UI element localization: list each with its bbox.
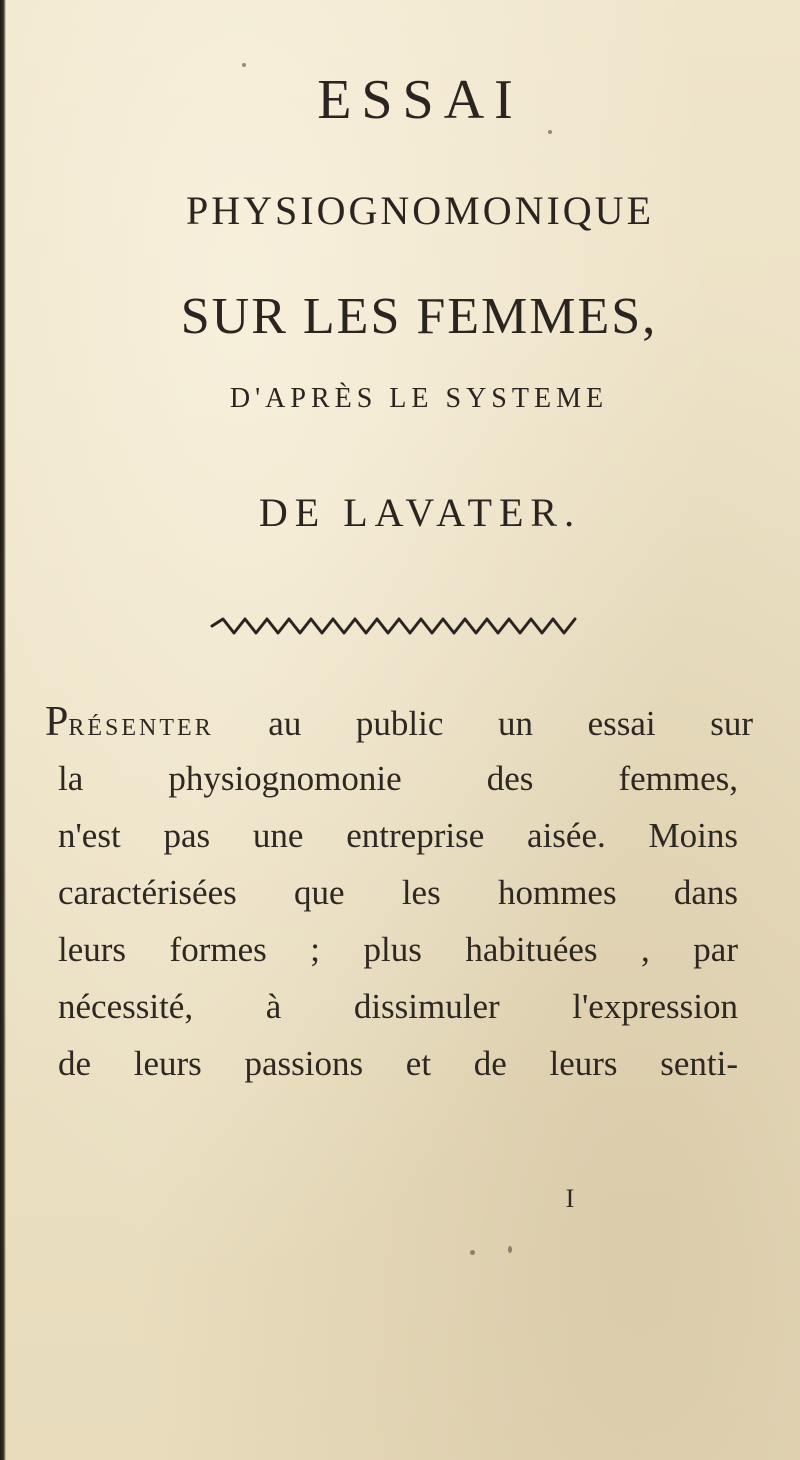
title-line-de-lavater: DE LAVATER. xyxy=(258,490,582,535)
paper-speck xyxy=(548,130,552,134)
paper-speck xyxy=(242,63,246,67)
initial-letter: P xyxy=(45,699,69,745)
title-line-physiognomonique: PHYSIOGNOMONIQUE xyxy=(186,188,654,233)
zigzag-line xyxy=(212,619,575,633)
title-line-sur-les-femmes: SUR LES FEMMES, xyxy=(180,288,658,345)
body-line-5: leurs formes ; plus habituées , par xyxy=(58,930,738,969)
page-folio: I xyxy=(565,1184,575,1213)
body-line-3: n'est pas une entreprise aisée. Moins xyxy=(58,816,738,855)
body-line-7: de leurs passions et de leurs senti- xyxy=(58,1044,738,1083)
body-line-6: nécessité, à dissimuler l'expression xyxy=(58,987,738,1026)
first-word-smallcaps: RÉSENTER xyxy=(68,715,214,741)
paper-speck xyxy=(470,1250,475,1255)
paper-speck xyxy=(508,1246,512,1253)
body-line-4: caractérisées que les hommes dans xyxy=(58,873,738,912)
title-line-essai: ESSAI xyxy=(317,69,523,131)
body-line-2: la physiognomonie des femmes, xyxy=(58,759,738,798)
zigzag-rule-icon xyxy=(210,615,585,637)
title-line-d-apres-le-systeme: D'APRÈS LE SYSTEME xyxy=(229,383,609,414)
body-line-1 xyxy=(45,700,753,750)
body-line-1-rest: au public un essai sur xyxy=(213,704,753,743)
